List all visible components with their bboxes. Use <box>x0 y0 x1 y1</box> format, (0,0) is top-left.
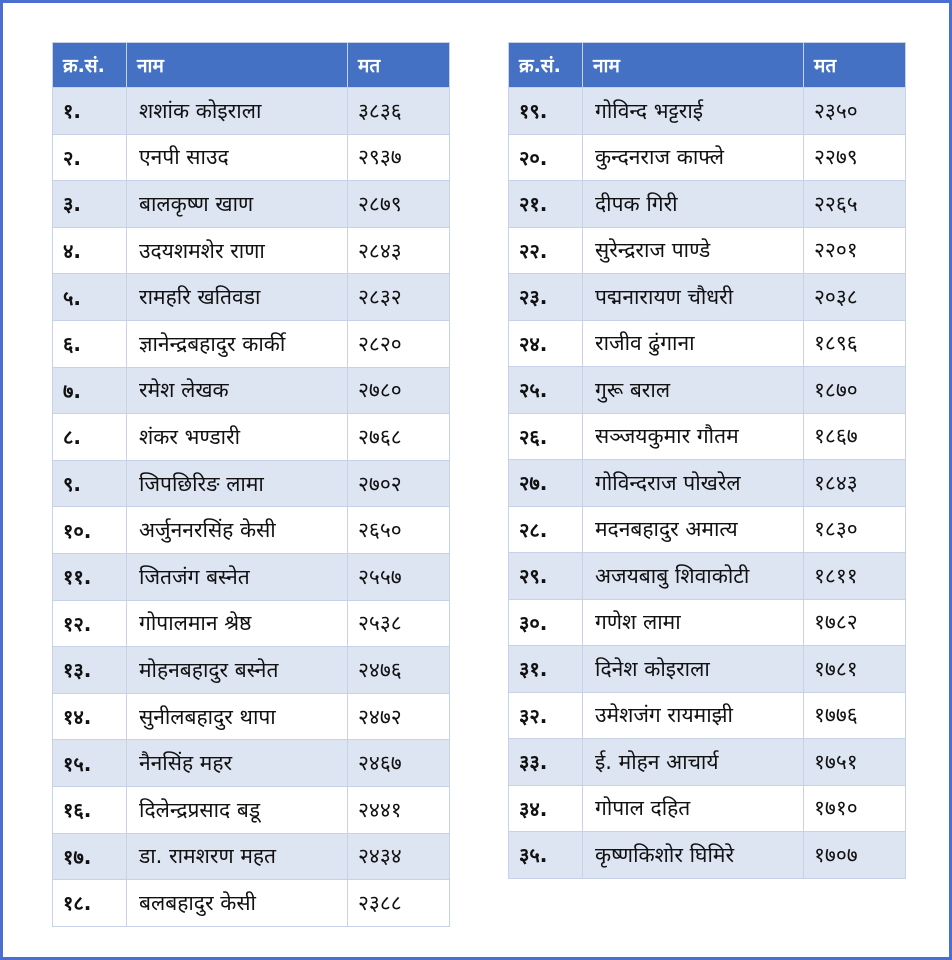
vote-count-cell: २२६५ <box>804 181 906 228</box>
candidate-name-cell: सञ्जयकुमार गौतम <box>583 413 804 460</box>
vote-count-cell: २८२० <box>348 320 450 367</box>
serial-number-cell: २१. <box>509 181 583 228</box>
serial-number-cell: २६. <box>509 413 583 460</box>
serial-number-cell: १. <box>53 88 127 135</box>
table-row <box>53 786 450 833</box>
vote-count-cell: २८४३ <box>348 227 450 274</box>
serial-number-cell: २. <box>53 134 127 181</box>
candidate-name-cell: रमेश लेखक <box>127 367 348 414</box>
candidate-name-cell: ज्ञानेन्द्रबहादुर कार्की <box>127 320 348 367</box>
serial-number-cell: २७. <box>509 460 583 507</box>
table-row <box>509 553 906 600</box>
serial-number-cell: ३२. <box>509 692 583 739</box>
table-body-right <box>509 88 906 879</box>
candidate-name-cell: शंकर भण्डारी <box>127 414 348 461</box>
vote-count-cell: २५३८ <box>348 600 450 647</box>
vote-count-cell: १८६७ <box>804 413 906 460</box>
serial-number-cell: ८. <box>53 414 127 461</box>
serial-number-cell: २४. <box>509 320 583 367</box>
table-row <box>509 320 906 367</box>
candidate-name-cell: अजयबाबु शिवाकोटी <box>583 553 804 600</box>
candidate-name-cell: बलबहादुर केसी <box>127 880 348 927</box>
serial-number-cell: २२. <box>509 227 583 274</box>
candidate-name-cell: ई. मोहन आचार्य <box>583 739 804 786</box>
serial-number-cell: १८. <box>53 880 127 927</box>
table-row <box>53 227 450 274</box>
candidate-name-cell: गोविन्द भट्टराई <box>583 88 804 135</box>
table-row <box>53 553 450 600</box>
table-row <box>509 134 906 181</box>
vote-count-cell: २८७९ <box>348 181 450 228</box>
candidate-name-cell: उमेशजंग रायमाझी <box>583 692 804 739</box>
candidate-name-cell: जितजंग बस्नेत <box>127 553 348 600</box>
table-row <box>509 367 906 414</box>
table-row <box>509 785 906 832</box>
vote-count-cell: १८३० <box>804 506 906 553</box>
table-row <box>509 599 906 646</box>
serial-number-cell: १३. <box>53 647 127 694</box>
table-row <box>509 506 906 553</box>
candidate-name-cell: दिलेन्द्रप्रसाद बडू <box>127 786 348 833</box>
vote-count-cell: २८३२ <box>348 274 450 321</box>
table-row <box>53 833 450 880</box>
vote-table-left <box>52 42 450 927</box>
serial-number-cell: १२. <box>53 600 127 647</box>
serial-number-cell: ३४. <box>509 785 583 832</box>
vote-count-cell: १७८१ <box>804 646 906 693</box>
candidate-name-cell: गोपाल दहित <box>583 785 804 832</box>
header-serial: क्र.सं. <box>509 43 583 88</box>
serial-number-cell: ३. <box>53 181 127 228</box>
serial-number-cell: २५. <box>509 367 583 414</box>
serial-number-cell: ६. <box>53 320 127 367</box>
header-name: नाम <box>127 43 348 88</box>
vote-count-cell: २४७६ <box>348 647 450 694</box>
vote-count-cell: १८९६ <box>804 320 906 367</box>
vote-count-cell: १८७० <box>804 367 906 414</box>
vote-count-cell: २४६७ <box>348 740 450 787</box>
candidate-name-cell: सुरेन्द्रराज पाण्डे <box>583 227 804 274</box>
vote-count-cell: १८११ <box>804 553 906 600</box>
serial-number-cell: २९. <box>509 553 583 600</box>
vote-count-cell: २७८० <box>348 367 450 414</box>
vote-count-cell: २४३४ <box>348 833 450 880</box>
serial-number-cell: १०. <box>53 507 127 554</box>
vote-count-cell: २५५७ <box>348 553 450 600</box>
table-row <box>509 832 906 879</box>
table-row <box>509 181 906 228</box>
vote-count-cell: २०३८ <box>804 274 906 321</box>
candidate-name-cell: जिपछिरिङ लामा <box>127 460 348 507</box>
serial-number-cell: १७. <box>53 833 127 880</box>
candidate-name-cell: शशांक कोइराला <box>127 88 348 135</box>
table-row <box>53 367 450 414</box>
serial-number-cell: ११. <box>53 553 127 600</box>
vote-count-cell: १७८२ <box>804 599 906 646</box>
table-row <box>53 880 450 927</box>
vote-count-cell: ३८३६ <box>348 88 450 135</box>
table-row <box>53 600 450 647</box>
candidate-name-cell: बालकृष्ण खाण <box>127 181 348 228</box>
candidate-name-cell: मदनबहादुर अमात्य <box>583 506 804 553</box>
candidate-name-cell: गोपालमान श्रेष्ठ <box>127 600 348 647</box>
candidate-name-cell: नैनसिंह महर <box>127 740 348 787</box>
table-row <box>53 181 450 228</box>
candidate-name-cell: मोहनबहादुर बस्नेत <box>127 647 348 694</box>
table-row <box>509 739 906 786</box>
vote-count-cell: २२७९ <box>804 134 906 181</box>
serial-number-cell: २०. <box>509 134 583 181</box>
serial-number-cell: ३५. <box>509 832 583 879</box>
candidate-name-cell: अर्जुननरसिंह केसी <box>127 507 348 554</box>
header-votes: मत <box>348 43 450 88</box>
serial-number-cell: ५. <box>53 274 127 321</box>
table-row <box>509 646 906 693</box>
serial-number-cell: १५. <box>53 740 127 787</box>
table-body-left <box>53 88 450 927</box>
vote-count-cell: २३८८ <box>348 880 450 927</box>
header-votes: मत <box>804 43 906 88</box>
serial-number-cell: २३. <box>509 274 583 321</box>
candidate-name-cell: पद्मनारायण चौधरी <box>583 274 804 321</box>
vote-count-cell: १७५१ <box>804 739 906 786</box>
vote-count-cell: २४७२ <box>348 693 450 740</box>
serial-number-cell: ४. <box>53 227 127 274</box>
vote-count-cell: २७०२ <box>348 460 450 507</box>
table-row <box>53 740 450 787</box>
vote-count-cell: २७६८ <box>348 414 450 461</box>
serial-number-cell: ३३. <box>509 739 583 786</box>
candidate-name-cell: एनपी साउद <box>127 134 348 181</box>
vote-count-cell: २२०१ <box>804 227 906 274</box>
table-row <box>53 693 450 740</box>
serial-number-cell: ७. <box>53 367 127 414</box>
candidate-name-cell: सुनीलबहादुर थापा <box>127 693 348 740</box>
candidate-name-cell: गणेश लामा <box>583 599 804 646</box>
vote-count-cell: १८४३ <box>804 460 906 507</box>
serial-number-cell: १६. <box>53 786 127 833</box>
table-header-row <box>53 43 450 88</box>
candidate-name-cell: राजीव ढुंगाना <box>583 320 804 367</box>
table-row <box>53 88 450 135</box>
vote-count-cell: २९३७ <box>348 134 450 181</box>
candidate-name-cell: रामहरि खतिवडा <box>127 274 348 321</box>
candidate-name-cell: कुन्दनराज काफ्ले <box>583 134 804 181</box>
candidate-name-cell: डा. रामशरण महत <box>127 833 348 880</box>
vote-count-cell: २६५० <box>348 507 450 554</box>
table-row <box>509 413 906 460</box>
serial-number-cell: १४. <box>53 693 127 740</box>
vote-count-cell: १७०७ <box>804 832 906 879</box>
table-row <box>53 647 450 694</box>
candidate-name-cell: दिनेश कोइराला <box>583 646 804 693</box>
table-row <box>53 507 450 554</box>
table-row <box>509 274 906 321</box>
vote-count-cell: १७१० <box>804 785 906 832</box>
table-row <box>509 88 906 135</box>
candidate-name-cell: उदयशमशेर राणा <box>127 227 348 274</box>
vote-count-cell: १७७६ <box>804 692 906 739</box>
table-row <box>509 460 906 507</box>
candidate-name-cell: गोविन्दराज पोखरेल <box>583 460 804 507</box>
table-row <box>53 460 450 507</box>
table-row <box>53 274 450 321</box>
vote-table-right <box>508 42 906 879</box>
candidate-name-cell: गुरू बराल <box>583 367 804 414</box>
table-row <box>509 692 906 739</box>
vote-count-cell: २३५० <box>804 88 906 135</box>
table-row <box>53 320 450 367</box>
header-serial: क्र.सं. <box>53 43 127 88</box>
serial-number-cell: ३१. <box>509 646 583 693</box>
candidate-name-cell: दीपक गिरी <box>583 181 804 228</box>
candidate-name-cell: कृष्णकिशोर घिमिरे <box>583 832 804 879</box>
serial-number-cell: ३०. <box>509 599 583 646</box>
table-row <box>509 227 906 274</box>
table-row <box>53 414 450 461</box>
table-row <box>53 134 450 181</box>
serial-number-cell: २८. <box>509 506 583 553</box>
header-name: नाम <box>583 43 804 88</box>
serial-number-cell: १९. <box>509 88 583 135</box>
table-header-row <box>509 43 906 88</box>
vote-count-cell: २४४१ <box>348 786 450 833</box>
serial-number-cell: ९. <box>53 460 127 507</box>
